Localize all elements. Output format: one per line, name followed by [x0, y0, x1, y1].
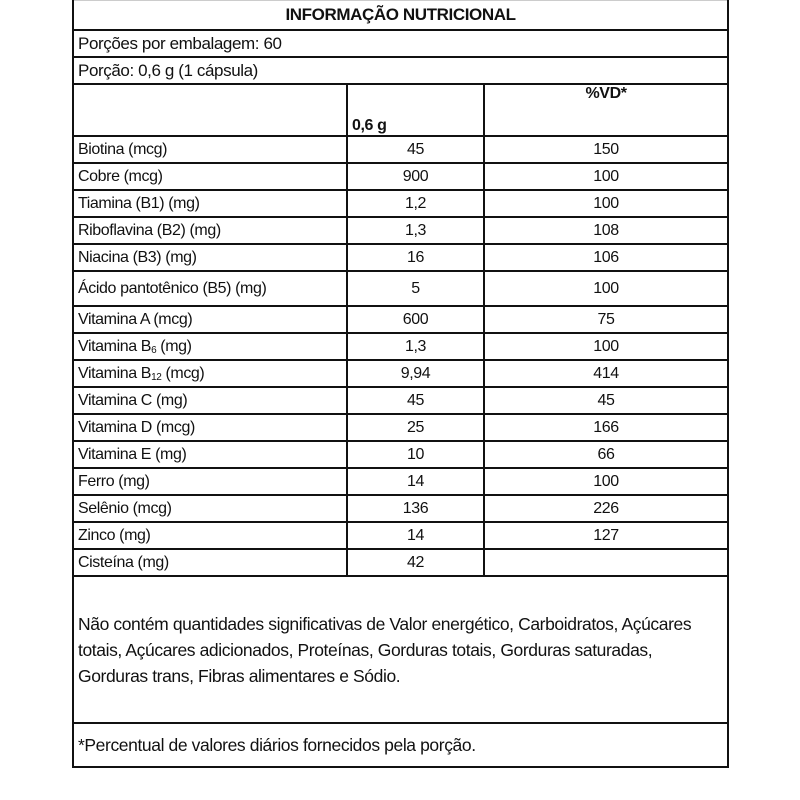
dv-value: 106 — [484, 244, 728, 271]
nutrient-name: Tiamina (B1) (mg) — [73, 190, 347, 217]
table-row — [73, 136, 728, 163]
header-dv: %VD* — [484, 84, 728, 136]
amount-value: 45 — [347, 387, 484, 414]
nutrient-name-prefix: Vitamina B — [78, 337, 152, 355]
table-row — [73, 441, 728, 468]
nutrient-name: Vitamina E (mg) — [73, 441, 347, 468]
header-nutrient — [73, 84, 347, 136]
table-row — [73, 414, 728, 441]
dv-value: 100 — [484, 163, 728, 190]
amount-value: 136 — [347, 495, 484, 522]
dv-value: 414 — [484, 360, 728, 387]
table-row — [73, 190, 728, 217]
dv-value — [484, 549, 728, 576]
table-row — [73, 163, 728, 190]
amount-value: 9,94 — [347, 360, 484, 387]
amount-value: 1,3 — [347, 217, 484, 244]
nutrient-name: Biotina (mcg) — [73, 136, 347, 163]
servings-per-package: Porções por embalagem: 60 — [73, 30, 728, 57]
nutrient-name: Niacina (B3) (mg) — [73, 244, 347, 271]
dv-value: 100 — [484, 468, 728, 495]
table-row — [73, 468, 728, 495]
amount-value: 16 — [347, 244, 484, 271]
dv-value: 226 — [484, 495, 728, 522]
nutrient-name-subscript: 6 — [151, 344, 157, 356]
table-row — [73, 244, 728, 271]
dv-value: 150 — [484, 136, 728, 163]
serving-size-row — [73, 57, 728, 84]
nutrient-name-subscript: 12 — [151, 371, 162, 383]
nutrient-name: Ácido pantotênico (B5) (mg) — [73, 271, 347, 306]
table-title: INFORMAÇÃO NUTRICIONAL — [73, 1, 728, 31]
title-row — [73, 1, 728, 31]
dv-value: 166 — [484, 414, 728, 441]
table-row — [73, 360, 728, 387]
amount-value: 900 — [347, 163, 484, 190]
table-row — [73, 549, 728, 576]
amount-value: 45 — [347, 136, 484, 163]
dv-value: 108 — [484, 217, 728, 244]
table-row — [73, 217, 728, 244]
dv-value: 100 — [484, 333, 728, 360]
dv-value: 100 — [484, 190, 728, 217]
amount-value: 5 — [347, 271, 484, 306]
notes-row — [73, 576, 728, 723]
table-row — [73, 522, 728, 549]
amount-value: 600 — [347, 306, 484, 333]
dv-value: 127 — [484, 522, 728, 549]
amount-value: 14 — [347, 468, 484, 495]
table-row — [73, 495, 728, 522]
nutrient-name: Vitamina A (mcg) — [73, 306, 347, 333]
nutrient-name: Cisteína (mg) — [73, 549, 347, 576]
dv-value: 100 — [484, 271, 728, 306]
notes-text: Não contém quantidades significativas de Valor energético, Carboidratos, Açúcares totais, Açúcares adicionados, Proteínas, Gorduras totais, Gorduras saturadas, Gorduras trans, Fibras alimentares e Sódio. — [73, 576, 728, 723]
servings-row — [73, 30, 728, 57]
amount-value: 14 — [347, 522, 484, 549]
header-row — [73, 84, 728, 136]
nutrient-name-suffix: (mcg) — [161, 364, 205, 382]
amount-value: 1,2 — [347, 190, 484, 217]
serving-size: Porção: 0,6 g (1 cápsula) — [73, 57, 728, 84]
nutrient-name — [73, 333, 347, 360]
amount-value: 1,3 — [347, 333, 484, 360]
nutrient-name: Cobre (mcg) — [73, 163, 347, 190]
table-row — [73, 387, 728, 414]
dv-value: 75 — [484, 306, 728, 333]
nutrient-name: Vitamina C (mg) — [73, 387, 347, 414]
nutrient-name: Ferro (mg) — [73, 468, 347, 495]
nutrient-name — [73, 360, 347, 387]
table-row — [73, 333, 728, 360]
header-amount: 0,6 g — [347, 84, 484, 136]
amount-value: 25 — [347, 414, 484, 441]
dv-value: 66 — [484, 441, 728, 468]
nutrient-name: Riboflavina (B2) (mg) — [73, 217, 347, 244]
table-row — [73, 306, 728, 333]
table-row — [73, 271, 728, 306]
amount-value: 10 — [347, 441, 484, 468]
nutrient-name-suffix: (mg) — [156, 337, 192, 355]
footnote-text: *Percentual de valores diários fornecidos pela porção. — [73, 723, 728, 767]
nutrition-facts-table — [72, 0, 729, 768]
nutrient-name-prefix: Vitamina B — [78, 364, 152, 382]
dv-value: 45 — [484, 387, 728, 414]
footnote-row — [73, 723, 728, 767]
amount-value: 42 — [347, 549, 484, 576]
nutrient-name: Selênio (mcg) — [73, 495, 347, 522]
nutrient-name: Vitamina D (mcg) — [73, 414, 347, 441]
nutrient-name: Zinco (mg) — [73, 522, 347, 549]
